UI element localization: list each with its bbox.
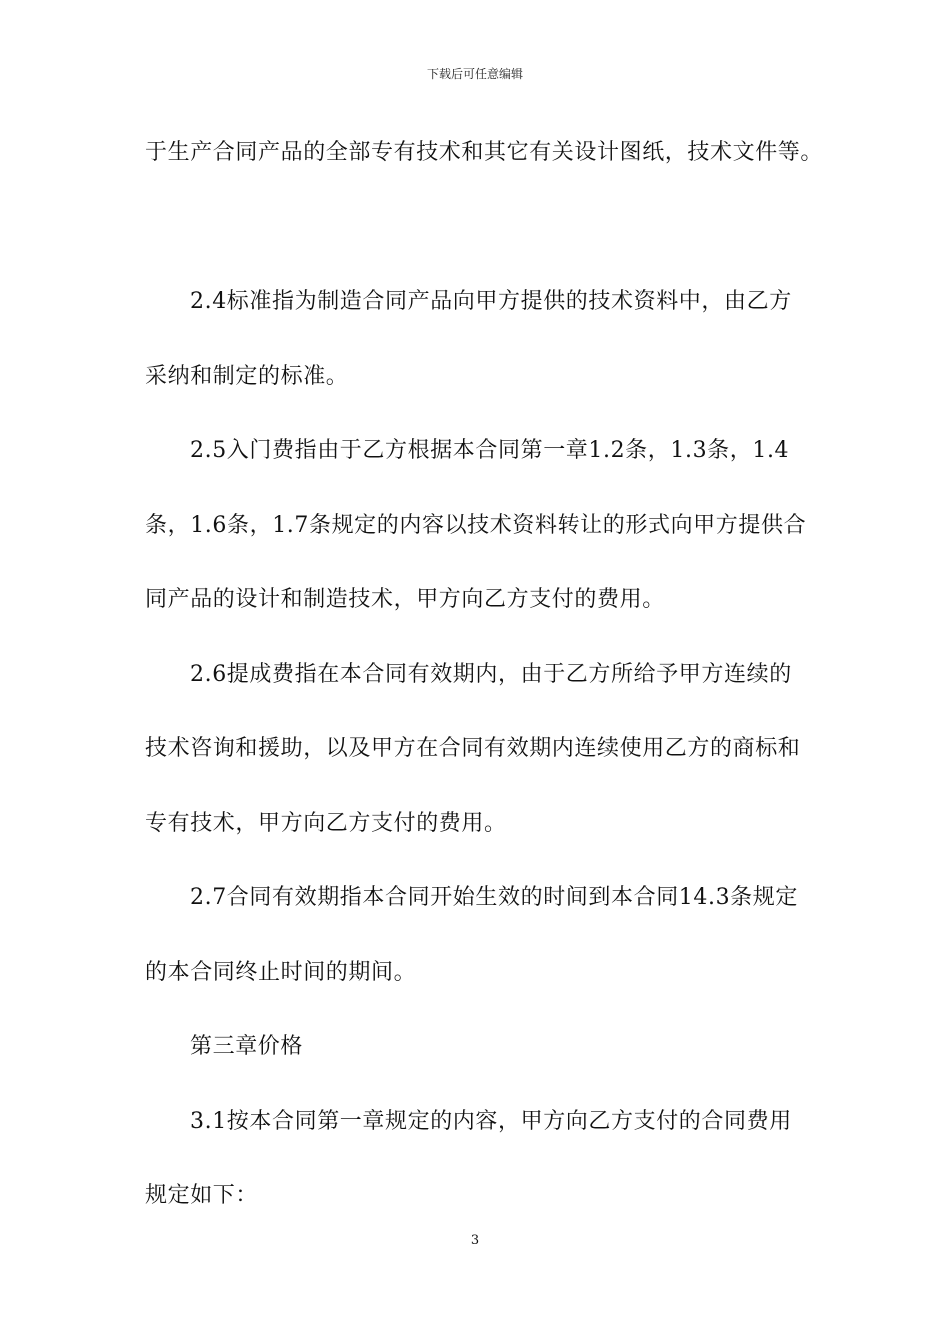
- text-line: 条，1.6条，1.7条规定的内容以技术资料转让的形式向甲方提供合: [145, 513, 807, 538]
- text-line: 专有技术，甲方向乙方支付的费用。: [145, 811, 507, 836]
- text-line: 2.4标准指为制造合同产品向甲方提供的技术资料中，由乙方: [190, 289, 792, 314]
- page-header: 下载后可任意编辑: [426, 67, 523, 81]
- text-line: 同产品的设计和制造技术，甲方向乙方支付的费用。: [145, 587, 665, 612]
- text-line: 的本合同终止时间的期间。: [145, 960, 417, 985]
- text-line: 2.5入门费指由于乙方根据本合同第一章1.2条，1.3条，1.4: [190, 438, 790, 463]
- text-line: 2.6提成费指在本合同有效期内，由于乙方所给予甲方连续的: [190, 662, 792, 687]
- text-line: 3.1按本合同第一章规定的内容，甲方向乙方支付的合同费用: [190, 1109, 792, 1134]
- page-number: 3: [470, 1233, 480, 1248]
- text-line: 于生产合同产品的全部专有技术和其它有关设计图纸，技术文件等。: [145, 140, 824, 165]
- text-line: 采纳和制定的标准。: [145, 364, 349, 389]
- text-line: 规定如下：: [145, 1183, 259, 1208]
- text-line: 2.7合同有效期指本合同开始生效的时间到本合同14.3条规定: [190, 885, 798, 910]
- chapter-heading: 第三章价格: [190, 1034, 304, 1059]
- text-line: 技术咨询和援助，以及甲方在合同有效期内连续使用乙方的商标和: [145, 736, 801, 761]
